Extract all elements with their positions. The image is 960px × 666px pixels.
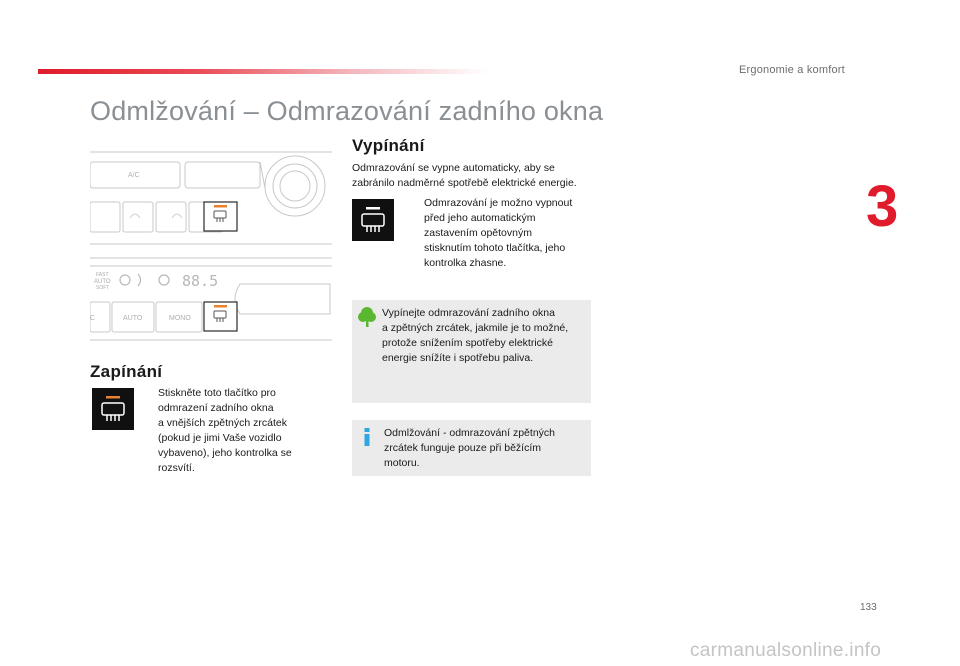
text-line: Odmrazování se vypne automaticky, aby se <box>352 162 555 174</box>
climate-panel-illustration-bottom <box>90 256 332 344</box>
climate-panel-illustration-top <box>90 148 332 248</box>
text-line: Stiskněte toto tlačítko pro <box>158 387 276 399</box>
eco-note-panel <box>352 300 591 403</box>
text-line: (pokud je jimi Vaše vozidlo <box>158 432 282 444</box>
text-line: Vypínejte odmrazování zadního okna <box>382 307 555 319</box>
text-line: energie snížíte i spotřebu paliva. <box>382 352 534 364</box>
temperature-display: 88.5 <box>182 272 219 290</box>
text-vypinani-intro <box>352 161 577 191</box>
mono-label: MONO <box>169 315 191 322</box>
heading-vypinani: Vypínání <box>352 136 425 155</box>
rear-defrost-off-icon <box>352 199 394 241</box>
text-line: rozsvítí. <box>158 462 195 474</box>
info-note-text <box>384 426 555 471</box>
text-line: zastavením opětovným <box>424 227 532 239</box>
text-line: vybaveno), jeho kontrolka se <box>158 447 292 459</box>
c-label: C <box>90 315 96 322</box>
watermark: carmanualsonline.info <box>690 640 882 661</box>
text-line: odmrazení zadního okna <box>158 402 274 414</box>
text-line: a zpětných zrcátek, jakmile je to možné, <box>382 322 569 334</box>
ac-label: A/C <box>128 172 140 179</box>
text-line: stisknutím tohoto tlačítka, jeho <box>424 242 566 254</box>
auto-small-label: AUTO <box>94 279 111 285</box>
text-line: před jeho automatickým <box>424 212 536 224</box>
rear-defrost-on-icon <box>92 388 134 430</box>
text-line: a vnějších zpětných zrcátek <box>158 417 287 429</box>
text-zapinani <box>158 386 292 476</box>
chapter-number: 3 <box>866 174 899 239</box>
text-line: Odmrazování je možno vypnout <box>424 197 573 209</box>
tree-icon <box>358 306 376 328</box>
heading-zapinani: Zapínání <box>90 362 163 381</box>
text-line: zrcátek funguje pouze při běžícím <box>384 442 541 454</box>
section-header: Ergonomie a komfort <box>739 64 845 76</box>
text-line: protože snížením spotřeby elektrické <box>382 337 553 349</box>
page-title: Odmlžování – Odmrazování zadního okna <box>90 96 604 126</box>
text-line: motoru. <box>384 457 420 469</box>
info-icon <box>364 428 370 446</box>
header-accent-bar <box>38 69 488 74</box>
text-vypinani <box>424 196 572 271</box>
auto-label: AUTO <box>123 315 143 322</box>
text-line: zabránilo nadměrné spotřebě elektrické energie. <box>352 177 577 189</box>
text-line: kontrolka zhasne. <box>424 257 507 269</box>
info-note-panel <box>352 420 591 476</box>
soft-label: SOFT <box>96 285 110 291</box>
eco-note-text <box>382 306 568 366</box>
text-line: Odmlžování - odmrazování zpětných <box>384 427 555 439</box>
page-number: 133 <box>860 602 877 613</box>
fast-label: FAST <box>96 272 109 278</box>
